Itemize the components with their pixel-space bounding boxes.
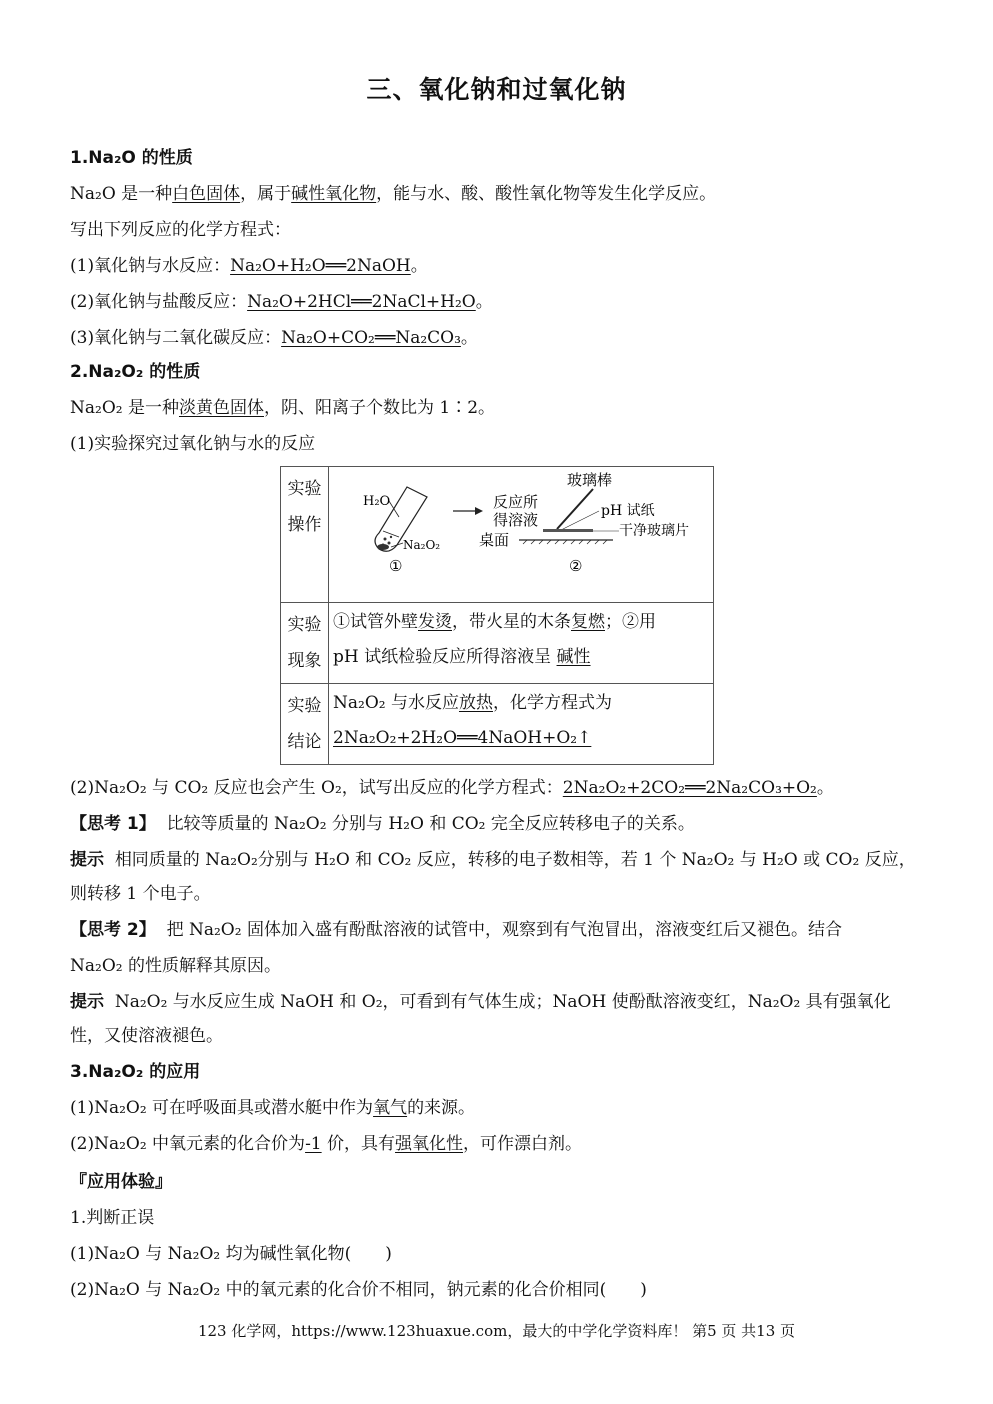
row-phenomenon-content: ①试管外壁发烫，带火星的木条复燃；②用 pH 试纸检验反应所得溶液呈 碱性 xyxy=(329,603,714,684)
row-phenomenon-header: 实验现象 xyxy=(281,603,329,684)
think-1: 【思考 1】 比较等质量的 Na₂O₂ 分别与 H₂O 和 CO₂ 完全反应转移电子的关系。 xyxy=(70,814,695,834)
na2o-description: Na₂O 是一种白色固体，属于碱性氧化物，能与水、酸、酸性氧化物等发生化学反应。 xyxy=(70,184,717,204)
reaction-2: (2)氧化钠与盐酸反应：Na₂O+2HCl══2NaCl+H₂O。 xyxy=(70,292,493,312)
row-operation-header: 实验操作 xyxy=(281,467,329,603)
application-experience-heading: 『应用体验』 xyxy=(70,1172,172,1192)
hint-2-line-2: 性，又使溶液褪色。 xyxy=(70,1026,223,1046)
reaction-1: (1)氧化钠与水反应：Na₂O+H₂O══2NaOH。 xyxy=(70,256,428,276)
experiment-table xyxy=(280,466,714,765)
arrow-icon xyxy=(453,507,483,515)
application-2: (2)Na₂O₂ 中氧元素的化合价为-1 价，具有强氧化性，可作漂白剂。 xyxy=(70,1134,583,1154)
question-1: 1.判断正误 xyxy=(70,1208,155,1228)
judge-item-1: (1)Na₂O 与 Na₂O₂ 均为碱性氧化物( ) xyxy=(70,1244,392,1264)
think-2-line-1: 【思考 2】 把 Na₂O₂ 固体加入盛有酚酞溶液的试管中，观察到有气泡冒出，溶液变红后又褪色。结合 xyxy=(70,920,842,940)
hint-2-line-1: 提示 Na₂O₂ 与水反应生成 NaOH 和 O₂，可看到有气体生成；NaOH 使酚酞溶液变红，Na₂O₂ 具有强氧化 xyxy=(70,992,891,1012)
glass-slide-label: 干净玻璃片 xyxy=(619,523,689,539)
judge-item-2: (2)Na₂O 与 Na₂O₂ 中的氧元素的化合价不相同，钠元素的化合价相同( ) xyxy=(70,1280,647,1300)
equation-prompt: 写出下列反应的化学方程式： xyxy=(70,220,291,240)
section-3-heading: 3.Na₂O₂ 的应用 xyxy=(70,1062,201,1082)
glass-slide-icon xyxy=(543,529,593,532)
row-conclusion-content: Na₂O₂ 与水反应放热，化学方程式为 2Na₂O₂+2H₂O══4NaOH+O₂↑ xyxy=(329,684,714,765)
na2o2-description: Na₂O₂ 是一种淡黄色固体，阴、阳离子个数比为 1∶2。 xyxy=(70,398,496,418)
na2o2-label: Na₂O₂ xyxy=(403,538,441,552)
desk-label: 桌面 xyxy=(479,531,510,549)
apparatus-svg xyxy=(329,467,709,589)
experiment-subheading: (1)实验探究过氧化钠与水的反应 xyxy=(70,434,316,454)
solution-label-1: 反应所 xyxy=(493,493,539,511)
ph-paper-label: pH 试纸 xyxy=(601,503,655,519)
step-1-label: ① xyxy=(389,557,403,575)
application-1: (1)Na₂O₂ 可在呼吸面具或潜水艇中作为氧气的来源。 xyxy=(70,1098,476,1118)
glass-rod-label: 玻璃棒 xyxy=(567,471,613,489)
hint-1-line-2: 则转移 1 个电子。 xyxy=(70,884,211,904)
section-2-heading: 2.Na₂O₂ 的性质 xyxy=(70,362,201,382)
solution-label-2: 得溶液 xyxy=(493,511,539,529)
reaction-3: (3)氧化钠与二氧化碳反应：Na₂O+CO₂══Na₂CO₃。 xyxy=(70,328,478,348)
think-2-line-2: Na₂O₂ 的性质解释其原因。 xyxy=(70,956,281,976)
h2o-label: H₂O xyxy=(363,494,391,509)
hint-1-line-1: 提示 相同质量的 Na₂O₂分别与 H₂O 和 CO₂ 反应，转移的电子数相等，若 1 个 Na₂O₂ 与 H₂O 或 CO₂ 反应， xyxy=(70,850,916,870)
page-title: 三、氧化钠和过氧化钠 xyxy=(366,75,627,104)
experiment-diagram xyxy=(329,467,714,603)
co2-reaction-line: (2)Na₂O₂ 与 CO₂ 反应也会产生 O₂，试写出反应的化学方程式：2Na₂O₂+2CO₂══2Na₂CO₃+O₂。 xyxy=(70,778,834,798)
page-footer: 123 化学网，https://www.123huaxue.com，最大的中学化学资料库！ 第5 页 共13 页 xyxy=(197,1322,796,1340)
row-conclusion-header: 实验结论 xyxy=(281,684,329,765)
section-1-heading: 1.Na₂O 的性质 xyxy=(70,148,193,168)
step-2-label: ② xyxy=(569,557,583,575)
